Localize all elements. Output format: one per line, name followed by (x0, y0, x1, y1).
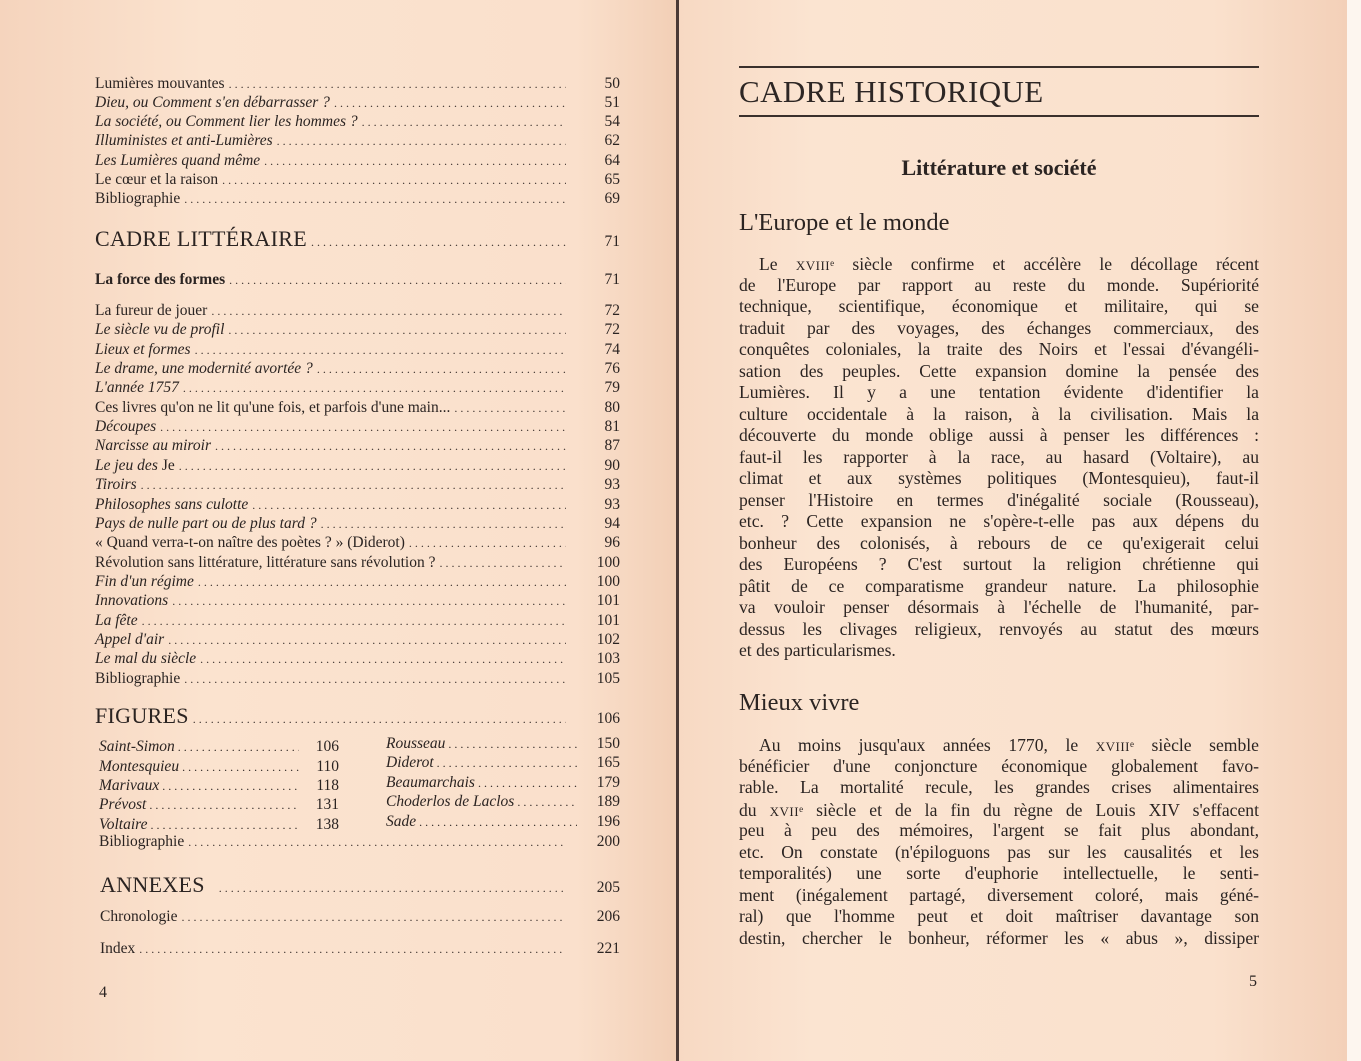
text-segment: etc. ? Cette expansion ne s'opère-t-elle pas aux dépens du (739, 511, 1259, 531)
dot-leader (179, 456, 566, 476)
toc-entry-page: 64 (604, 152, 620, 169)
toc-entry-label: Innovations (95, 592, 169, 609)
dot-leader (252, 495, 566, 515)
toc-entry[interactable] (95, 514, 620, 534)
text-line (739, 468, 1259, 490)
dot-leader (200, 649, 566, 669)
text-segment: ment (inégalement partagé, diversement coloré, mais géné- (739, 884, 1259, 905)
dot-leader (178, 737, 299, 757)
toc-entry[interactable] (95, 359, 620, 379)
toc-entry[interactable] (95, 112, 620, 132)
toc-entry[interactable] (95, 74, 620, 94)
figure-entry-label: Saint-Simon (99, 738, 175, 755)
dot-leader (334, 93, 566, 113)
toc-entry[interactable] (95, 340, 620, 360)
dot-leader (419, 812, 577, 832)
roman-numeral: XVIII (795, 258, 831, 273)
toc-entry[interactable] (95, 669, 620, 689)
dot-leader (277, 131, 566, 151)
toc-entry-page: 90 (604, 457, 620, 474)
figure-entry-label: Sade (386, 813, 417, 830)
part-title: Littérature et société (901, 155, 1097, 180)
figure-entry-page: 118 (316, 777, 339, 794)
toc-entry[interactable] (95, 456, 620, 476)
toc-entry[interactable] (95, 301, 620, 321)
toc-entry-page: 65 (604, 171, 620, 188)
dot-leader (317, 359, 566, 379)
toc-entry[interactable] (95, 553, 620, 573)
toc-entry[interactable] (95, 533, 620, 553)
toc-entry-page: 71 (604, 271, 620, 288)
figure-entry-page: 179 (596, 774, 620, 791)
toc-entry-page: 51 (604, 94, 620, 111)
toc-entry-label: La fureur de jouer (95, 302, 208, 319)
toc-entry-page: 76 (604, 360, 620, 377)
text-line (739, 842, 1259, 864)
toc-entry-page: 54 (604, 113, 620, 130)
toc-entry-label: Appel d'air (95, 631, 165, 648)
roman-numeral: XVIII (1095, 739, 1130, 754)
toc-entry-label: Chronologie (100, 908, 178, 925)
dot-leader (172, 591, 566, 611)
toc-entry-label: ANNEXES (100, 872, 205, 897)
toc-entry[interactable] (95, 495, 620, 515)
toc-entry[interactable] (95, 630, 620, 650)
toc-entry[interactable] (95, 320, 620, 340)
toc-entry-page: 72 (604, 321, 620, 338)
dot-leader (195, 340, 566, 360)
dot-leader (188, 832, 566, 852)
toc-entry-page: 200 (596, 833, 620, 850)
toc-entry-label: La société, ou Comment lier les hommes ? (95, 113, 358, 130)
figure-entry-label: Choderlos de Laclos (386, 793, 515, 810)
toc-entry-page: 72 (604, 302, 620, 319)
text-line (739, 928, 1259, 950)
text-line (739, 820, 1259, 842)
figure-entry[interactable] (386, 792, 620, 812)
figure-entry-page: 110 (316, 758, 339, 775)
toc-entry-label: Le drame, une modernité avortée ? (95, 360, 313, 377)
text-line (739, 619, 1259, 641)
toc-entry-label: Le siècle vu de profil (95, 321, 225, 338)
text-segment: destin, chercher le bonheur, réformer les « abus », dissiper (739, 927, 1259, 948)
toc-entry-page: 100 (596, 554, 620, 571)
toc-entry-page: 103 (596, 650, 620, 667)
toc-entry[interactable] (95, 649, 620, 669)
figure-entry[interactable] (386, 773, 620, 793)
text-segment: peu à peu des mémoires, l'argent se fait plus abondant, (739, 820, 1259, 840)
toc-entry-page: 50 (604, 75, 620, 92)
dot-leader (141, 475, 566, 495)
dot-leader (184, 189, 566, 209)
left-page-number: 4 (99, 984, 107, 1001)
toc-entry[interactable] (95, 93, 620, 113)
text-segment: siècle confirme et accélère le décollage récent (834, 254, 1259, 274)
text-segment: rable. La mortalité recule, les grandes crises alimentaires (739, 777, 1259, 797)
superscript: e (799, 803, 804, 814)
figure-entry[interactable] (99, 776, 339, 796)
dot-leader (219, 874, 566, 902)
toc-entry-page: 205 (596, 879, 620, 896)
superscript: e (1129, 739, 1134, 749)
toc-entry-label: CADRE LITTÉRAIRE (95, 226, 307, 251)
dot-leader (222, 170, 566, 190)
figure-entry-page: 189 (596, 793, 620, 810)
text-line (739, 533, 1259, 555)
text-line (739, 339, 1259, 361)
text-segment: Lumières. Il y a une tentation évidente d'identifier la (739, 382, 1259, 402)
section-title-europe: L'Europe et le monde (739, 209, 950, 236)
text-line (739, 404, 1259, 426)
toc-entry-label: Lieux et formes (95, 341, 191, 358)
dot-leader (160, 417, 566, 437)
toc-subsection-force-des-formes[interactable] (95, 270, 620, 290)
figure-entry[interactable] (386, 734, 620, 754)
figure-entry-page: 138 (315, 816, 339, 833)
toc-entry-label: Les Lumières quand même (95, 152, 261, 169)
figure-entry-page: 196 (596, 813, 620, 830)
superscript: e (830, 258, 835, 268)
dot-leader (264, 151, 566, 171)
dot-leader (454, 398, 566, 418)
figure-entry-label: Marivaux (99, 777, 160, 794)
right-page-number: 5 (1249, 973, 1257, 990)
toc-entry-label: Narcisse au miroir (95, 437, 211, 454)
roman-numeral: XVII (769, 803, 800, 819)
toc-entry[interactable] (95, 436, 620, 456)
figure-entry[interactable] (99, 737, 339, 757)
toc-entry-page: 71 (604, 233, 620, 250)
toc-entry[interactable] (95, 189, 620, 209)
toc-entry-page: 101 (596, 612, 620, 629)
dot-leader (193, 705, 566, 733)
toc-entry-page: 87 (604, 437, 620, 454)
toc-entry-page: 221 (596, 940, 620, 957)
figure-entry[interactable] (99, 757, 339, 777)
paragraph-europe (739, 253, 1259, 662)
text-line (739, 885, 1259, 907)
text-segment: et des particularismes. (739, 640, 896, 660)
figure-entry[interactable] (386, 812, 620, 832)
text-segment: Le (759, 254, 796, 274)
toc-entry-label: Le mal du siècle (95, 650, 197, 667)
text-segment: bénéficier d'une conjoncture économique globalement favo- (739, 755, 1259, 776)
toc-entry-page: 79 (604, 379, 620, 396)
toc-entry-page: 62 (604, 132, 620, 149)
dot-leader (517, 792, 577, 812)
toc-entry-page: 93 (604, 476, 620, 493)
toc-entry-page: 81 (604, 418, 620, 435)
toc-entry[interactable] (95, 378, 620, 398)
toc-entry[interactable] (95, 151, 620, 171)
toc-entry-label: Philosophes sans culotte (95, 496, 249, 513)
toc-entry[interactable] (95, 572, 620, 592)
dot-leader (215, 436, 566, 456)
toc-section-figures[interactable] (95, 702, 620, 730)
text-line (739, 382, 1259, 404)
chapter-rule-top (739, 66, 1259, 68)
toc-entry-label: « Quand verra-t-on naître des poètes ? » (Diderot) (95, 534, 405, 551)
text-line (739, 576, 1259, 598)
toc-entry[interactable] (95, 611, 620, 631)
figure-entry-label: Diderot (386, 754, 434, 771)
toc-section-cadre-litteraire[interactable] (95, 225, 620, 253)
text-line (739, 361, 1259, 383)
toc-entry-label: Bibliographie (95, 190, 181, 207)
figure-entry-page: 106 (315, 738, 339, 755)
text-segment: dessus les clivages religieux, renvoyés au statut des mœurs (739, 618, 1259, 639)
text-line (739, 318, 1259, 340)
figure-entry[interactable] (99, 795, 339, 815)
text-line (739, 756, 1259, 778)
text-line (739, 425, 1259, 447)
toc-entry[interactable] (95, 417, 620, 437)
text-line (739, 253, 1259, 275)
dot-leader (311, 228, 566, 256)
figure-entry[interactable] (386, 753, 620, 773)
text-line (739, 511, 1259, 533)
toc-entry-label: Lumières mouvantes (95, 75, 225, 92)
toc-entry-label: L'année 1757 (95, 379, 179, 396)
text-line (739, 777, 1259, 799)
text-line (739, 447, 1259, 469)
toc-entry[interactable] (95, 131, 620, 151)
text-segment: des Européens ? C'est surtout la religion chrétienne qui (739, 554, 1259, 574)
toc-entry-label: Fin d'un régime (95, 573, 194, 590)
dot-leader (149, 795, 299, 815)
toc-entry-page: 69 (604, 190, 620, 207)
text-segment: siècle semble (1133, 735, 1259, 755)
toc-entry-label: Index (100, 940, 136, 957)
toc-entry[interactable] (95, 591, 620, 611)
toc-entry-page: 93 (604, 496, 620, 513)
text-segment: de l'Europe par rapport au reste du monde. Supériorité (739, 274, 1259, 295)
toc-entry-label: Le jeu des (95, 457, 158, 474)
text-segment: traduit par des voyages, des échanges commerciaux, des (739, 317, 1259, 338)
figure-entry-label: Rousseau (386, 735, 446, 752)
text-line (739, 296, 1259, 318)
toc-entry-label: Bibliographie (95, 670, 181, 687)
toc-entry-page: 100 (596, 573, 620, 590)
toc-entry[interactable] (95, 475, 620, 495)
text-segment: etc. On constate (n'épiloguons pas sur les causalités et les (739, 841, 1259, 862)
dot-leader (478, 773, 577, 793)
toc-entry-page: 102 (596, 631, 620, 648)
section-title-mieux-vivre: Mieux vivre (739, 689, 860, 716)
toc-entry-page: 74 (604, 341, 620, 358)
dot-leader (183, 378, 566, 398)
toc-entry-page: 206 (596, 908, 620, 925)
dot-leader (321, 514, 566, 534)
toc-entry-label: La fête (95, 612, 138, 629)
toc-figures-bibliography[interactable] (99, 832, 620, 852)
text-segment: ral) que l'homme peut et doit maîtriser davantage son (739, 906, 1259, 926)
toc-entry-label: Révolution sans littérature, littérature sans révolution ? (95, 554, 436, 571)
figure-entry-page: 131 (315, 796, 339, 813)
text-segment: penser l'Histoire en termes d'inégalité sociale (Rousseau), (739, 489, 1259, 510)
dot-leader (211, 301, 566, 321)
toc-entry[interactable] (95, 398, 620, 418)
text-segment: conquêtes coloniales, la traite des Noirs et l'essai d'évangéli- (739, 339, 1259, 359)
toc-entry-label: La force des formes (95, 271, 226, 288)
dot-leader (437, 753, 577, 773)
toc-entry-label: FIGURES (95, 703, 189, 728)
text-segment: du (739, 799, 770, 820)
page-edge (1347, 0, 1361, 1061)
figure-entry-label: Montesquieu (99, 758, 180, 775)
dot-leader (362, 112, 566, 132)
dot-leader (142, 611, 566, 631)
toc-entry-page: 101 (596, 592, 620, 609)
text-segment: Au moins jusqu'aux années 1770, le (759, 735, 1096, 755)
figure-entry-page: 150 (596, 735, 620, 752)
text-segment: va vouloir penser désormais à l'échelle de l'humanité, par- (739, 597, 1259, 617)
text-segment: temporalités) une sorte d'euphorie intellectuelle, le senti- (739, 863, 1259, 883)
dot-leader (182, 907, 567, 927)
text-line (739, 554, 1259, 576)
text-line (739, 734, 1259, 756)
toc-entry-label: Bibliographie (99, 833, 185, 850)
toc-entry-page: 105 (596, 670, 620, 687)
text-segment: pâtit de ce comparatisme grandeur nature. La philosophie (739, 575, 1259, 596)
dot-leader (184, 669, 566, 689)
toc-entry-label-suffix: Je (161, 457, 175, 474)
dot-leader (439, 553, 566, 573)
figure-entry-label: Prévost (99, 796, 147, 813)
dot-leader (409, 533, 566, 553)
toc-entry-page: 96 (604, 534, 620, 551)
toc-entry-label: Illuministes et anti-Lumières (95, 132, 273, 149)
figure-entry-label: Beaumarchais (386, 774, 475, 791)
toc-entry-label: Pays de nulle part ou de plus tard ? (95, 515, 317, 532)
figure-entry-label: Voltaire (99, 816, 148, 833)
text-segment: technique, scientifique, économique et militaire, qui se (739, 296, 1259, 316)
text-line (739, 863, 1259, 885)
dot-leader (229, 74, 566, 94)
text-segment: culture occidentale à la raison, à la civilisation. Mais la (739, 403, 1259, 424)
dot-leader (168, 630, 566, 650)
toc-entry-label: Découpes (95, 418, 157, 435)
dot-leader (229, 270, 566, 290)
dot-leader (448, 734, 577, 754)
text-line (739, 275, 1259, 297)
toc-entry-page: 106 (596, 710, 620, 727)
dot-leader (139, 939, 566, 959)
text-line (739, 799, 1259, 821)
text-line (739, 640, 1259, 662)
text-line (739, 906, 1259, 928)
toc-annex-entry[interactable] (100, 939, 620, 959)
paragraph-mieux-vivre (739, 734, 1259, 949)
toc-entry-label: Tiroirs (95, 476, 137, 493)
chapter-rule-bottom (739, 115, 1259, 117)
text-segment: faut-il les rapporter à la race, au hasard (Voltaire), au (739, 446, 1259, 467)
toc-entry[interactable] (95, 170, 620, 190)
toc-entry-label: Le cœur et la raison (95, 171, 219, 188)
toc-entry-label: Dieu, ou Comment s'en débarrasser ? (95, 94, 330, 111)
dot-leader (182, 757, 299, 777)
text-segment: découverte du monde oblige aussi à penser les différences : (739, 425, 1259, 445)
toc-entry-page: 94 (604, 515, 620, 532)
toc-section-annexes[interactable] (100, 871, 620, 899)
dot-leader (162, 776, 299, 796)
dot-leader (198, 572, 566, 592)
chapter-title: CADRE HISTORIQUE (739, 74, 1044, 109)
text-line (739, 490, 1259, 512)
text-segment: climat et aux systèmes politiques (Montesquieu), faut-il (739, 468, 1259, 488)
toc-annex-entry[interactable] (100, 907, 620, 927)
figure-entry-page: 165 (596, 754, 620, 771)
text-segment: siècle et de la fin du règne de Louis XIV s'effacent (803, 799, 1259, 820)
text-segment: bonheur des colonisés, à rebours de ce qu'exigerait celui (739, 532, 1259, 553)
text-line (739, 597, 1259, 619)
text-segment: sation des peuples. Cette expansion domine la pensée des (739, 360, 1259, 381)
toc-entry-label: Ces livres qu'on ne lit qu'une fois, et parfois d'une main... (95, 399, 451, 416)
toc-entry-page: 80 (604, 399, 620, 416)
dot-leader (228, 320, 566, 340)
